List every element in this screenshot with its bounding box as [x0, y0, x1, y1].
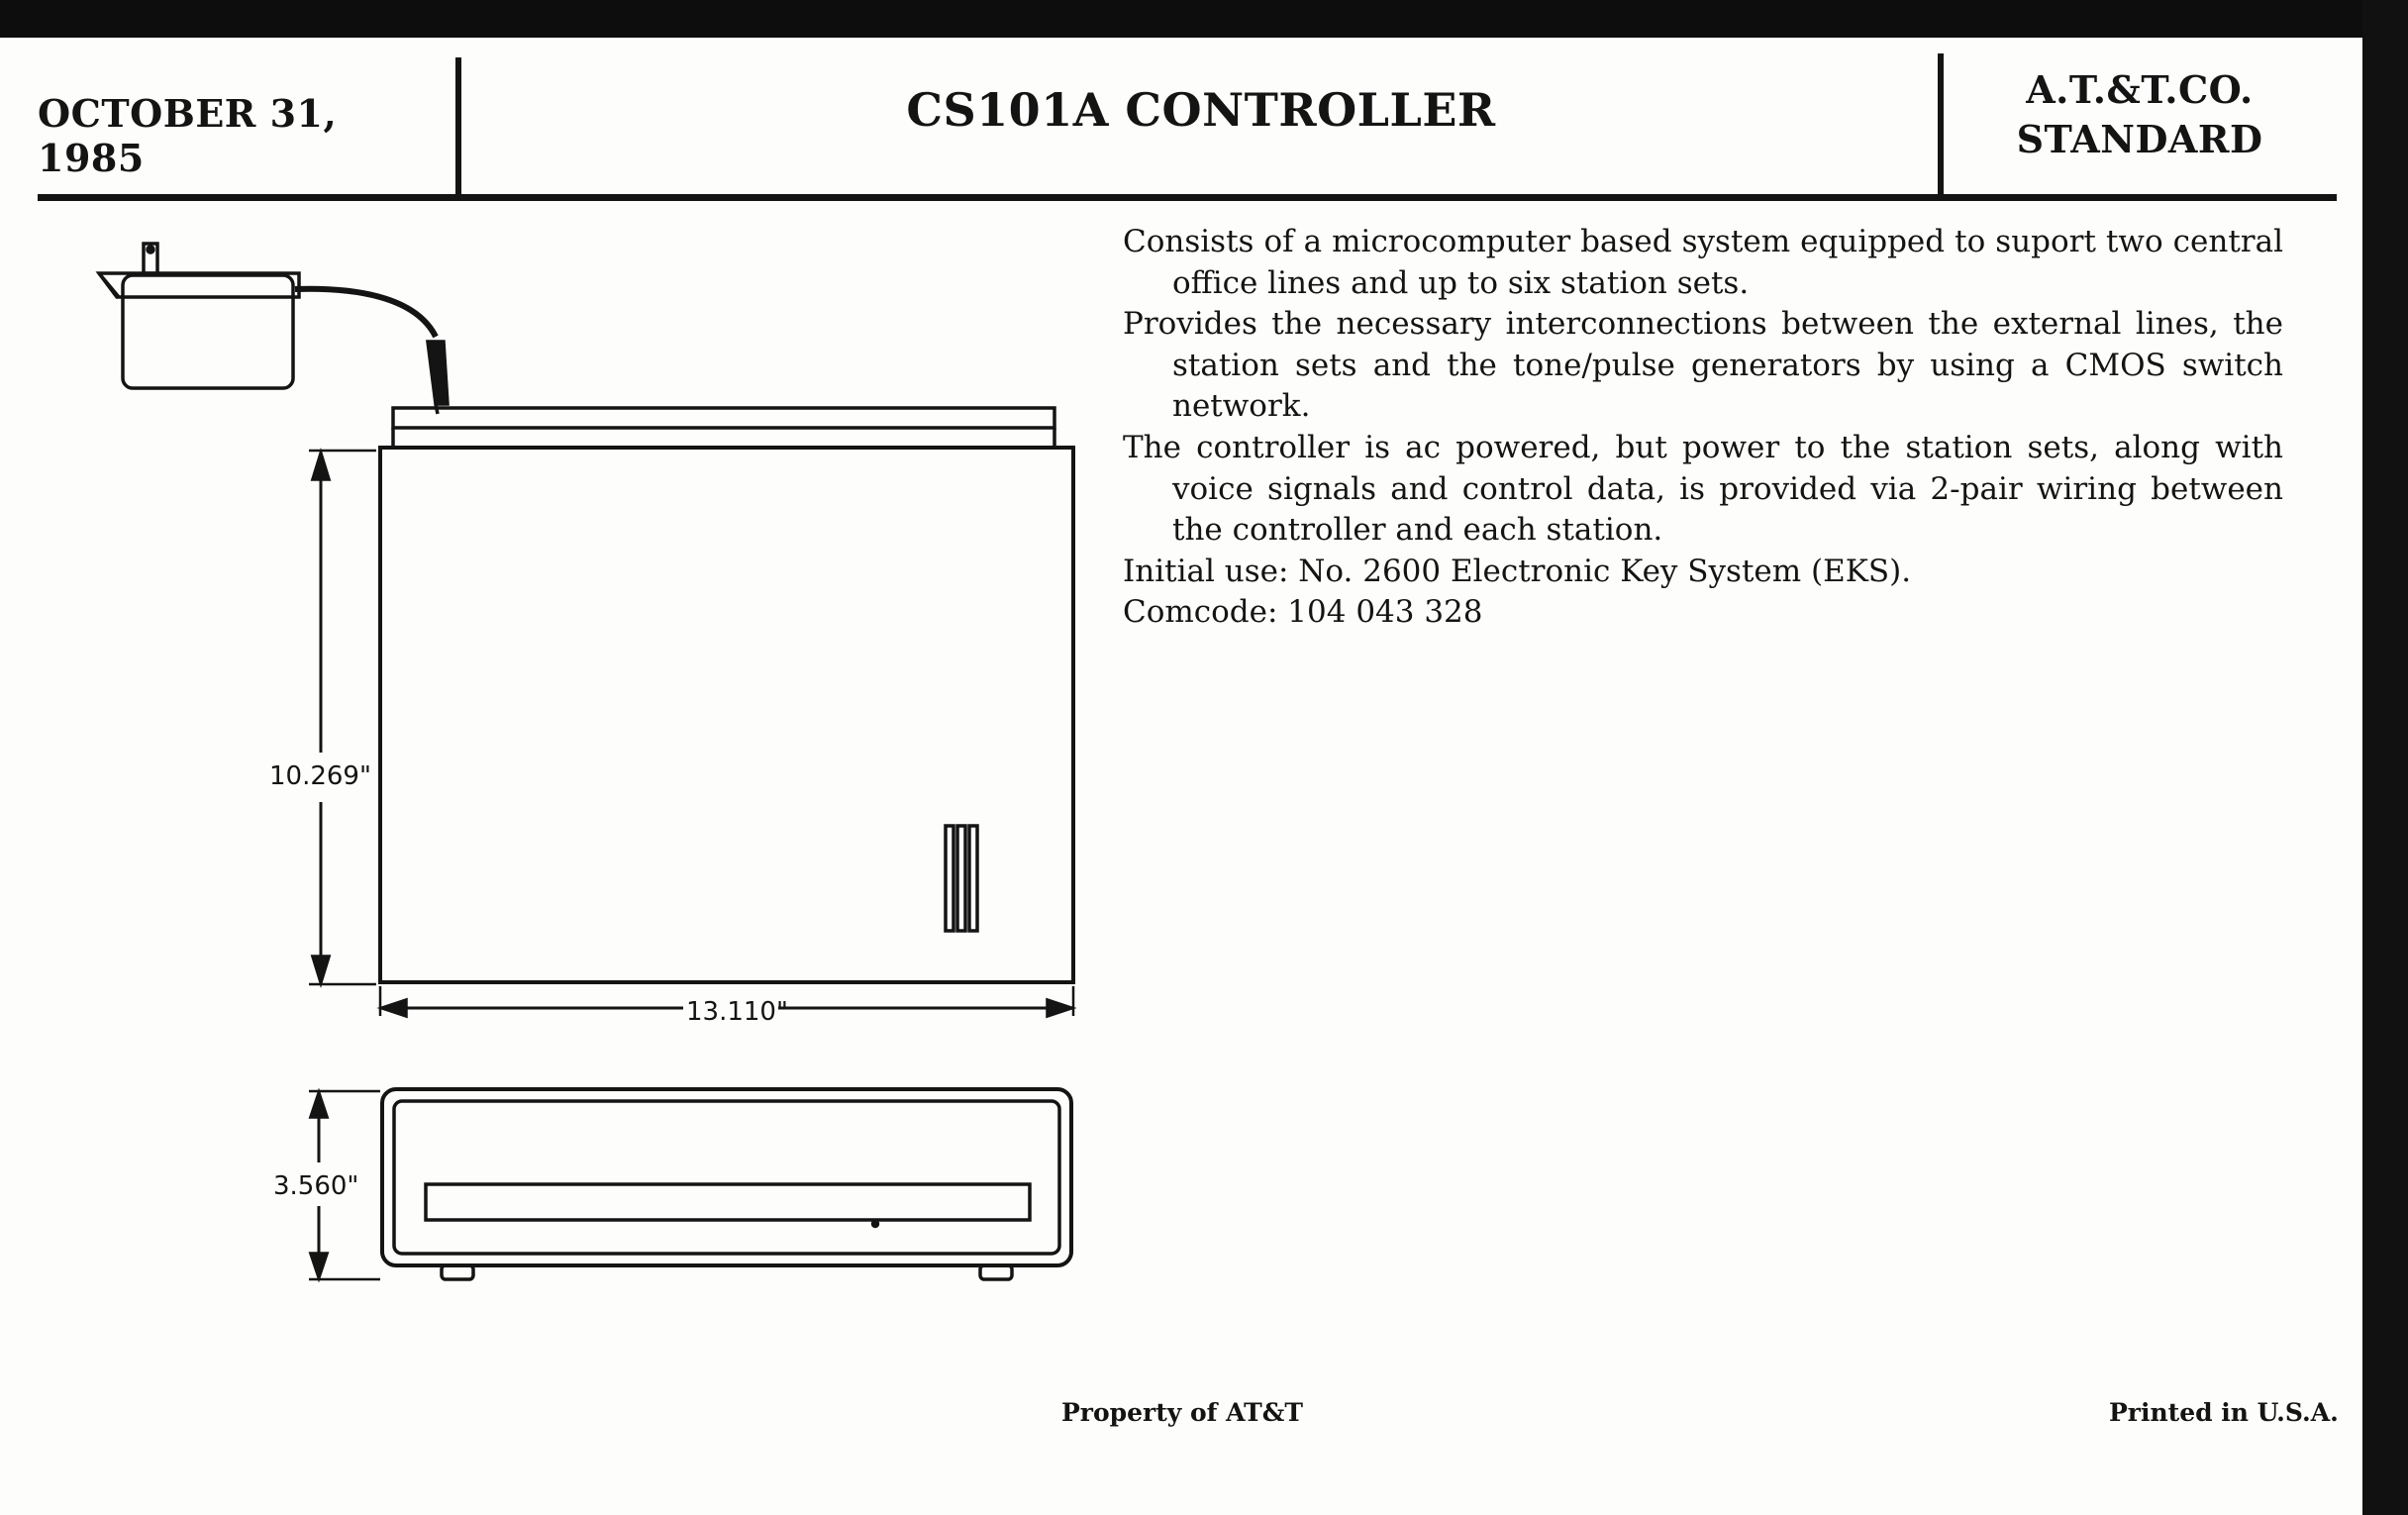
standard-line-1: A.T.&T.CO.	[2026, 67, 2254, 112]
footer-property: Property of AT&T	[1061, 1398, 1303, 1427]
page-title: CS101A CONTROLLER	[906, 83, 1496, 137]
initial-use: Initial use: No. 2600 Electronic Key System (EKS).	[1123, 553, 1912, 589]
height-label: 10.269"	[269, 761, 371, 791]
description-paragraph: The controller is ac powered, but power to the station sets, along with voice signals and control data, is provided via 2-pair wiring between the controller and each station.	[1123, 429, 2283, 549]
standard-line-2: STANDARD	[2016, 117, 2263, 161]
controller-top-view	[380, 408, 1073, 982]
document-date: OCTOBER 31, 1985	[38, 91, 338, 180]
footer-printed: Printed in U.S.A.	[2109, 1398, 2339, 1427]
description-paragraph: Consists of a microcomputer based system equipped to suport two central office lines and up to six station sets.	[1123, 224, 2283, 301]
width-label: 13.110"	[686, 997, 788, 1027]
power-adapter-icon	[99, 244, 448, 414]
controller-front-view	[382, 1089, 1071, 1279]
description-paragraph: Provides the necessary interconnections between the external lines, the station sets and the tone/pulse generators by using a CMOS switch network.	[1123, 306, 2283, 425]
comcode: Comcode: 104 043 328	[1123, 594, 1483, 631]
height-dimension	[309, 451, 376, 984]
depth-label: 3.560"	[273, 1171, 359, 1201]
